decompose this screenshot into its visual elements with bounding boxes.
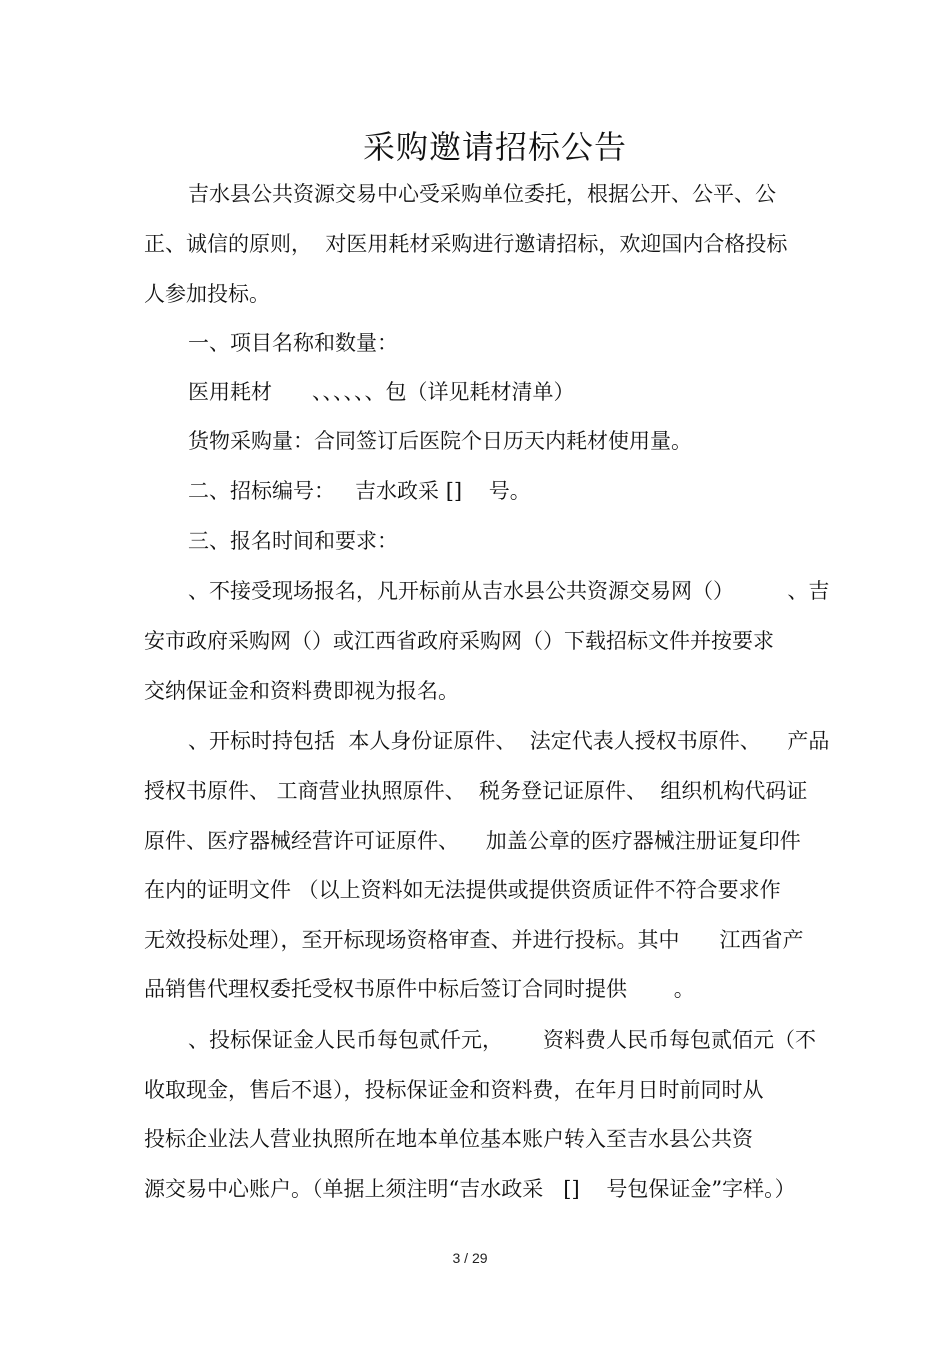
paragraph-line: 医用耗材 、、、、、、包（详见耗材清单） — [188, 380, 575, 404]
paragraph-line: 吉水县公共资源交易中心受采购单位委托，根据公开、公平、公 — [188, 182, 776, 206]
paragraph-line: 收取现金，售后不退），投标保证金和资料费，在年月日时前同时从 — [144, 1078, 764, 1102]
section-heading: 三、报名时间和要求： — [188, 529, 398, 553]
page-number: 3 / 29 — [452, 1250, 488, 1266]
paragraph-line: 无效投标处理），至开标现场资格审查、并进行投标。其中 江西省产 — [144, 928, 804, 952]
paragraph-line: 正、诚信的原则， 对医用耗材采购进行邀请招标，欢迎国内合格投标 — [144, 232, 788, 256]
section-heading: 二、招标编号： 吉水政采 [] 号。 — [188, 479, 531, 503]
section-heading: 一、项目名称和数量： — [188, 331, 398, 355]
paragraph-line: 源交易中心账户。（单据上须注明“吉水政采 [] 号包保证金”字样。） — [144, 1177, 796, 1201]
paragraph-line: 交纳保证金和资料费即视为报名。 — [144, 679, 459, 703]
paragraph-line: 投标企业法人营业执照所在地本单位基本账户转入至吉水县公共资 — [144, 1127, 753, 1151]
paragraph-line: 、不接受现场报名，凡开标前从吉水县公共资源交易网（） 、吉 — [188, 579, 830, 603]
paragraph-line: 在内的证明文件 （以上资料如无法提供或提供资质证件不符合要求作 — [144, 878, 781, 902]
paragraph-line: 原件、医疗器械经营许可证原件、 加盖公章的医疗器械注册证复印件 — [144, 829, 801, 853]
paragraph-line: 、开标时持包括 本人身份证原件、 法定代表人授权书原件、 产品 — [188, 729, 830, 753]
paragraph-line: 货物采购量：合同签订后医院个日历天内耗材使用量。 — [188, 429, 692, 453]
paragraph-line: 人参加投标。 — [144, 282, 270, 306]
paragraph-line: 、投标保证金人民币每包贰仟元， 资料费人民币每包贰佰元（不 — [188, 1028, 817, 1052]
page-title: 采购邀请招标公告 — [362, 128, 627, 166]
paragraph-line: 授权书原件、 工商营业执照原件、 税务登记证原件、 组织机构代码证 — [144, 779, 808, 803]
paragraph-line: 品销售代理权委托受权书原件中标后签订合同时提供 。 — [144, 977, 695, 1001]
paragraph-line: 安市政府采购网（）或江西省政府采购网（）下载招标文件并按要求 — [144, 629, 774, 653]
